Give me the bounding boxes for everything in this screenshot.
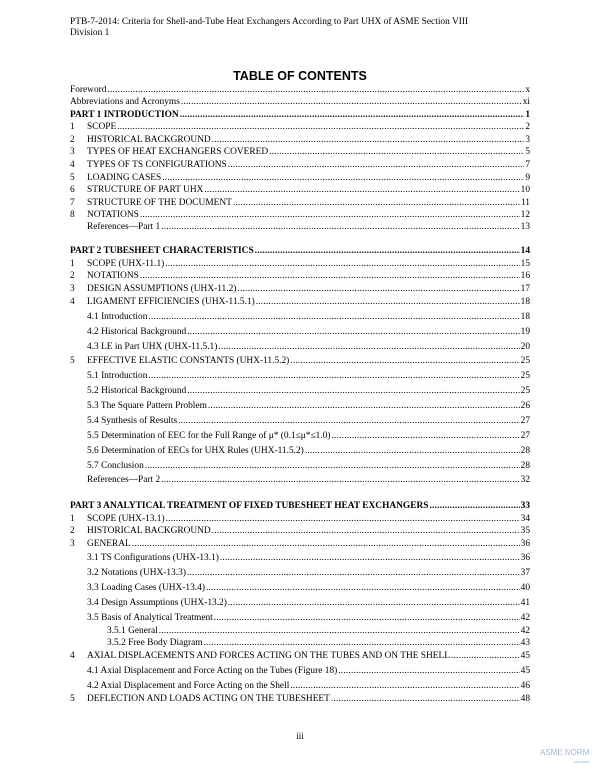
toc-entry-number: 8 <box>70 210 75 220</box>
toc-entry[interactable] <box>70 342 530 353</box>
toc-entry-label: 4.2 Axial Displacement and Force Acting on the Shell <box>87 681 290 691</box>
toc-entry-page: 20 <box>520 342 530 352</box>
dot-leader <box>212 526 520 537</box>
toc-entry-label: 3.5 Basis of Analytical Treatment <box>87 613 213 623</box>
toc-entry-page: 36 <box>520 539 530 549</box>
toc-entry[interactable] <box>70 416 530 427</box>
toc-entry-label: 5.6 Determination of EECs for UHX Rules (UHX-11.5.2) <box>87 446 304 456</box>
toc-entry[interactable] <box>70 446 530 457</box>
toc-entry[interactable] <box>70 160 530 171</box>
toc-entry-page: 5 <box>525 147 530 157</box>
toc-entry-label: HISTORICAL BACKGROUND <box>87 526 211 536</box>
toc-entry-number: 7 <box>70 198 75 208</box>
toc-entry-page: 15 <box>520 259 530 269</box>
toc-entry-label: NOTATIONS <box>87 271 139 281</box>
toc-entry[interactable] <box>70 461 530 472</box>
toc-entry[interactable] <box>70 210 530 221</box>
dot-leader <box>218 342 519 353</box>
toc-entry-label: HISTORICAL BACKGROUND <box>87 135 211 145</box>
toc-entry-page: 28 <box>520 461 530 471</box>
toc-entry[interactable] <box>70 312 530 323</box>
dot-leader <box>214 613 520 624</box>
toc-entry-label: DEFLECTION AND LOADS ACTING ON THE TUBESHEET <box>87 694 330 704</box>
dot-leader <box>204 185 519 196</box>
dot-leader <box>212 135 525 146</box>
toc-entry[interactable] <box>70 122 530 133</box>
watermark-logo <box>540 748 589 766</box>
toc-entry-page: 1 <box>525 110 530 120</box>
dot-leader <box>305 446 520 457</box>
dot-leader <box>338 666 519 677</box>
toc-entry-label: SCOPE (UHX-11.1) <box>87 259 165 269</box>
toc-entry-number: 1 <box>70 259 75 269</box>
toc-entry-page: 13 <box>520 222 530 232</box>
toc-entry-page: 3 <box>525 135 530 145</box>
toc-entry[interactable] <box>70 198 530 209</box>
toc-entry-page: 45 <box>520 651 530 661</box>
toc-entry-page: 2 <box>525 122 530 132</box>
toc-entry-number: 3 <box>70 539 75 549</box>
toc-entry-page: 7 <box>525 160 530 170</box>
toc-entry-number: 5 <box>70 173 75 183</box>
toc-entry-number: 4 <box>70 651 75 661</box>
toc-entry[interactable] <box>70 371 530 382</box>
dot-leader <box>178 416 520 427</box>
toc-entry[interactable] <box>70 626 530 637</box>
toc-entry-number: 5 <box>70 356 75 366</box>
dot-leader <box>206 583 520 594</box>
toc-entry-label: References—Part 2 <box>87 475 161 485</box>
toc-entry-label: SCOPE <box>87 122 117 132</box>
dot-leader <box>148 371 519 382</box>
toc-entry-number: 2 <box>70 135 75 145</box>
toc-entry[interactable] <box>70 222 530 233</box>
toc-entry-label: 3.5.2 Free Body Diagram <box>107 638 203 648</box>
dot-leader <box>107 85 524 96</box>
toc-entry-label: 4.2 Historical Background <box>87 327 187 337</box>
toc-entry-number: 1 <box>70 122 75 132</box>
toc-entry-label: SCOPE (UHX-13.1) <box>87 514 165 524</box>
dot-leader <box>290 356 519 367</box>
toc-entry-label: LOADING CASES <box>87 173 162 183</box>
toc-entry[interactable] <box>70 666 530 677</box>
toc-entry-number: 6 <box>70 185 75 195</box>
toc-entry-label: GENERAL <box>87 539 131 549</box>
toc-entry[interactable] <box>70 185 530 196</box>
header-line-2: Division 1 <box>70 28 110 38</box>
toc-entry[interactable] <box>70 694 530 705</box>
dot-leader <box>181 97 522 108</box>
toc-entry-page: 12 <box>520 210 530 220</box>
toc-entry-page: x <box>525 85 530 95</box>
toc-entry[interactable] <box>70 613 530 624</box>
toc-entry-label: Foreword <box>70 85 107 95</box>
toc-entry-page: 28 <box>520 446 530 456</box>
toc-entry[interactable] <box>70 401 530 412</box>
toc-entry-number: 3 <box>70 147 75 157</box>
dot-leader <box>256 297 520 308</box>
toc-entry-page: 40 <box>520 583 530 593</box>
toc-entry-label: 3.1 TS Configurations (UHX-13.1) <box>87 553 219 563</box>
toc-entry-number: 4 <box>70 160 75 170</box>
toc-entry[interactable] <box>70 514 530 525</box>
toc-entry-page: 32 <box>520 475 530 485</box>
toc-entry-page: 46 <box>520 681 530 691</box>
dot-leader <box>187 568 520 579</box>
toc-entry-page: 27 <box>520 431 530 441</box>
toc-entry[interactable] <box>70 501 530 512</box>
toc-entry-label: STRUCTURE OF PART UHX <box>87 185 204 195</box>
dot-leader <box>145 461 520 472</box>
toc-entry-label: NOTATIONS <box>87 210 139 220</box>
toc-entry-label: 3.5.1 General <box>107 626 158 636</box>
toc-entry-page: 18 <box>520 312 530 322</box>
toc-entry[interactable] <box>70 327 530 338</box>
toc-entry[interactable] <box>70 568 530 579</box>
toc-entry[interactable] <box>70 598 530 609</box>
toc-entry-number: 1 <box>70 514 75 524</box>
toc-entry-label: 5.5 Determination of EEC for the Full Range of μ* (0.1≤μ*≤1.0) <box>87 431 331 441</box>
dot-leader <box>228 160 525 171</box>
toc-entry[interactable] <box>70 681 530 692</box>
toc-entry-page: 11 <box>520 198 530 208</box>
toc-entry-page: 19 <box>520 327 530 337</box>
toc-entry-label: References—Part 1 <box>87 222 161 232</box>
toc-entry-page: 42 <box>520 613 530 623</box>
toc-entry[interactable] <box>70 553 530 564</box>
dot-leader <box>228 598 520 609</box>
toc-entry-label: 4.1 Introduction <box>87 312 148 322</box>
toc-entry-page: xi <box>522 97 530 107</box>
dot-leader <box>161 222 519 233</box>
toc-entry-label: 3.3 Loading Cases (UHX-13.4) <box>87 583 205 593</box>
dot-leader <box>331 431 519 442</box>
toc-entry[interactable] <box>70 638 530 649</box>
toc-entry[interactable] <box>70 110 530 121</box>
toc-entry-label: PART 3 ANALYTICAL TREATMENT OF FIXED TUBESHEET HEAT EXCHANGERS <box>70 501 429 511</box>
toc-entry-label: 5.4 Synthesis of Results <box>87 416 178 426</box>
toc-entry-label: 3.2 Notations (UHX-13.3) <box>87 568 186 578</box>
toc-entry-page: 17 <box>520 284 530 294</box>
running-header <box>70 17 468 39</box>
toc-entry[interactable] <box>70 271 530 282</box>
toc-entry[interactable] <box>70 97 530 108</box>
toc-entry-number: 4 <box>70 297 75 307</box>
page-number: iii <box>296 732 304 742</box>
toc-entry-number: 2 <box>70 271 75 281</box>
toc-entry[interactable] <box>70 135 530 146</box>
toc-entry-page: 42 <box>520 626 530 636</box>
dot-leader <box>331 694 520 705</box>
dot-leader <box>132 539 520 550</box>
watermark-subtext: standard <box>573 759 590 764</box>
toc-entry[interactable] <box>70 173 530 184</box>
toc-entry-page: 25 <box>520 386 530 396</box>
toc-entry[interactable] <box>70 431 530 442</box>
toc-entry[interactable] <box>70 246 530 257</box>
toc-entry[interactable] <box>70 475 530 486</box>
toc-entry[interactable] <box>70 386 530 397</box>
toc-entry-label: LIGAMENT EFFICIENCIES (UHX-11.5.1) <box>87 297 255 307</box>
dot-leader <box>180 110 525 121</box>
toc-entry[interactable] <box>70 147 530 158</box>
toc-entry-label: DESIGN ASSUMPTIONS (UHX-11.2) <box>87 284 237 294</box>
dot-leader <box>161 475 519 486</box>
dot-leader <box>187 386 519 397</box>
header-line-1: PTB-7-2014: Criteria for Shell-and-Tube Heat Exchangers According to Part UHX of ASME Section VIII <box>70 17 469 27</box>
toc-entry-label: 5.2 Historical Background <box>87 386 187 396</box>
toc-entry-page: 36 <box>520 553 530 563</box>
toc-entry-number: 3 <box>70 284 75 294</box>
dot-leader <box>290 681 519 692</box>
toc-entry-page: 37 <box>520 568 530 578</box>
page-title: TABLE OF CONTENTS <box>233 69 367 83</box>
dot-leader <box>148 312 519 323</box>
dot-leader <box>451 651 520 662</box>
dot-leader <box>117 122 524 133</box>
toc-entry-label: 5.1 Introduction <box>87 371 148 381</box>
toc-entry-page: 41 <box>520 598 530 608</box>
dot-leader <box>255 246 520 257</box>
toc-entry[interactable] <box>70 651 530 662</box>
toc-entry[interactable] <box>70 526 530 537</box>
toc-entry-page: 35 <box>520 526 530 536</box>
toc-entry-page: 25 <box>520 371 530 381</box>
toc-entry[interactable] <box>70 85 530 96</box>
toc-entry-page: 10 <box>520 185 530 195</box>
toc-entry-label: PART 1 INTRODUCTION <box>70 110 179 120</box>
toc-entry-page: 18 <box>520 297 530 307</box>
dot-leader <box>237 284 519 295</box>
toc-entry[interactable] <box>70 356 530 367</box>
dot-leader <box>159 626 520 637</box>
toc-entry-page: 48 <box>520 694 530 704</box>
toc-entry-label: 4.1 Axial Displacement and Force Acting on the Tubes (Figure 18) <box>87 666 338 676</box>
dot-leader <box>429 501 519 512</box>
toc-entry-page: 27 <box>520 416 530 426</box>
toc-entry-label: 5.3 The Square Pattern Problem <box>87 401 207 411</box>
dot-leader <box>140 210 520 221</box>
toc-entry[interactable] <box>70 259 530 270</box>
dot-leader <box>233 198 520 209</box>
toc-entry[interactable] <box>70 297 530 308</box>
toc-entry-label: 3.4 Design Assumptions (UHX-13.2) <box>87 598 227 608</box>
dot-leader <box>208 401 520 412</box>
toc-entry-number: 2 <box>70 526 75 536</box>
toc-entry-label: PART 2 TUBESHEET CHARACTERISTICS <box>70 246 254 256</box>
dot-leader <box>220 553 520 564</box>
dot-leader <box>162 173 524 184</box>
toc-entry-label: TYPES OF TS CONFIGURATIONS <box>87 160 227 170</box>
toc-entry-page: 34 <box>520 514 530 524</box>
toc-entry-number: 5 <box>70 694 75 704</box>
toc-entry-page: 14 <box>520 246 530 256</box>
toc-entry-page: 33 <box>520 501 530 511</box>
toc-entry[interactable] <box>70 583 530 594</box>
toc-entry-page: 43 <box>520 638 530 648</box>
dot-leader <box>140 271 520 282</box>
dot-leader <box>166 514 520 525</box>
toc-entry[interactable] <box>70 284 530 295</box>
toc-entry[interactable] <box>70 539 530 550</box>
toc-entry-label: Abbreviations and Acronyms <box>70 97 180 107</box>
toc-entry-page: 25 <box>520 356 530 366</box>
toc-entry-page: 9 <box>525 173 530 183</box>
dot-leader <box>165 259 519 270</box>
watermark-text: ASME NORM <box>540 748 590 757</box>
toc-entry-label: EFFECTIVE ELASTIC CONSTANTS (UHX-11.5.2) <box>87 356 290 366</box>
toc-entry-page: 16 <box>520 271 530 281</box>
toc-entry-page: 45 <box>520 666 530 676</box>
toc-entry-label: STRUCTURE OF THE DOCUMENT <box>87 198 232 208</box>
toc-entry-label: TYPES OF HEAT EXCHANGERS COVERED <box>87 147 269 157</box>
toc-entry-page: 26 <box>520 401 530 411</box>
toc-entry-label: AXIAL DISPLACEMENTS AND FORCES ACTING ON THE TUBES AND ON THE SHELL <box>87 651 450 661</box>
dot-leader <box>204 638 520 649</box>
dot-leader <box>269 147 524 158</box>
toc-entry-label: 4.3 LE in Part UHX (UHX-11.5.1) <box>87 342 218 352</box>
toc-entry-label: 5.7 Conclusion <box>87 461 144 471</box>
dot-leader <box>187 327 519 338</box>
